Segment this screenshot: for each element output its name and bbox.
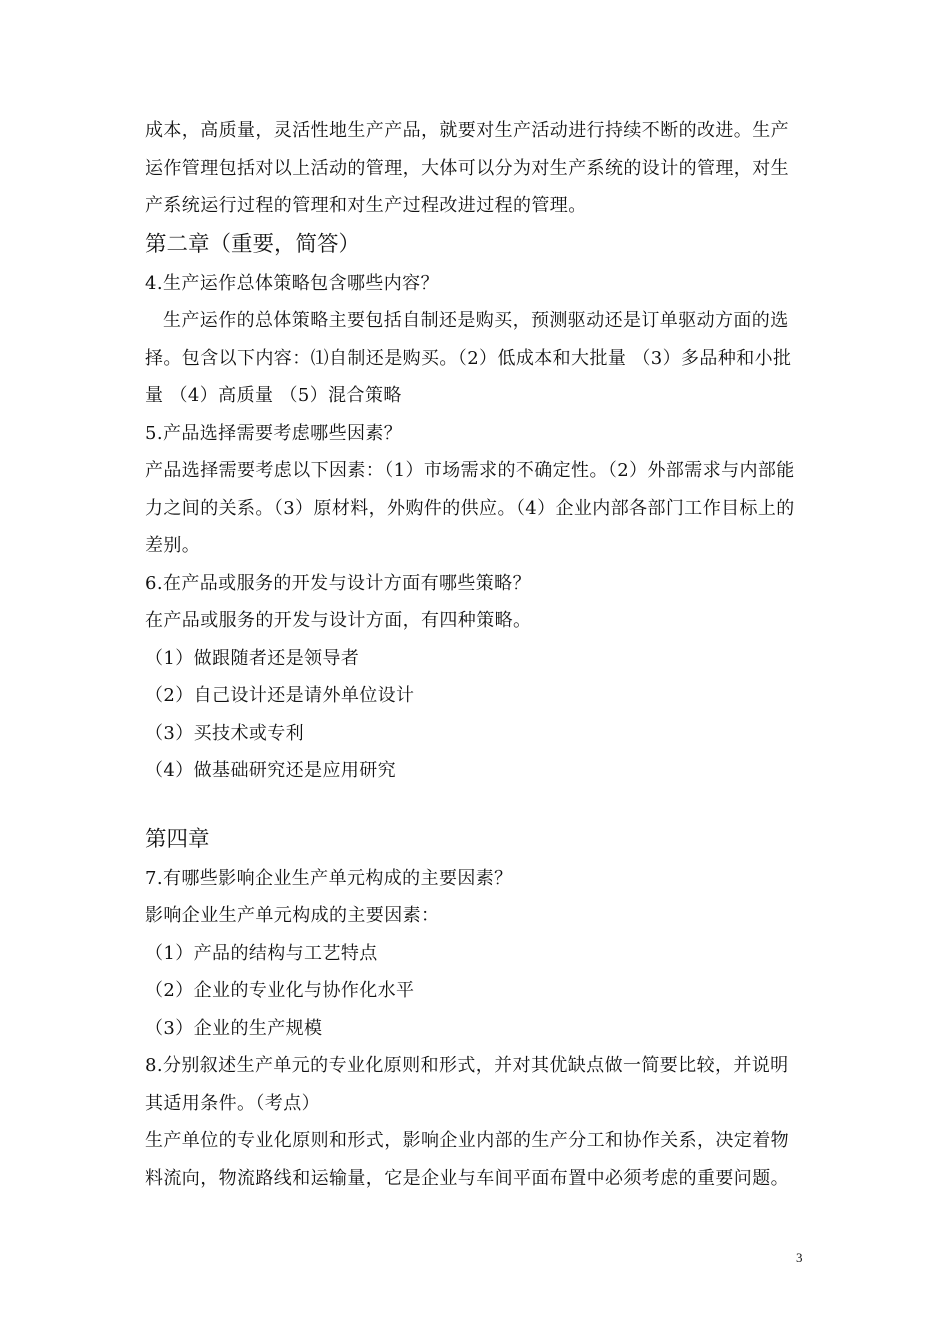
question-6: 6.在产品或服务的开发与设计方面有哪些策略？	[145, 572, 531, 594]
question-5-answer-line-2: 力之间的关系。（3）原材料，外购件的供应。（4）企业内部各部门工作目标上的	[145, 497, 795, 519]
question-7-item-3: （3）企业的生产规模	[145, 1017, 323, 1039]
question-8-line-2: 其适用条件。（考点）	[145, 1092, 320, 1114]
question-7-item-2: （2）企业的专业化与协作化水平	[145, 980, 415, 1001]
question-8-line-1: 8.分别叙述生产单元的专业化原则和形式，并对其优缺点做一简要比较，并说明	[145, 1055, 789, 1076]
page-number: 3	[796, 1250, 803, 1265]
question-5-answer-line-3: 差别。	[145, 535, 201, 556]
question-6-item-3: （3）买技术或专利	[145, 722, 305, 744]
question-6-item-4: （4）做基础研究还是应用研究	[145, 760, 397, 781]
question-5-answer-line-1: 产品选择需要考虑以下因素：（1）市场需求的不确定性。（2）外部需求与内部能	[145, 460, 795, 481]
question-4-answer-line-1: 生产运作的总体策略主要包括自制还是购买，预测驱动还是订单驱动方面的选	[163, 310, 789, 331]
question-4-answer-line-3: 量 （4）高质量 （5）混合策略	[145, 385, 402, 406]
document-page	[145, 112, 810, 1197]
question-6-item-1: （1）做跟随者还是领导者	[145, 647, 360, 669]
section-spacer	[145, 790, 810, 820]
question-5: 5.产品选择需要考虑哪些因素？	[145, 422, 403, 444]
question-6-item-2: （2）自己设计还是请外单位设计	[145, 685, 415, 706]
intro-line-2: 运作管理包括对以上活动的管理，大体可以分为对生产系统的设计的管理，对生	[145, 157, 789, 179]
question-6-intro: 在产品或服务的开发与设计方面，有四种策略。	[145, 610, 532, 631]
intro-line-3: 产系统运行过程的管理和对生产过程改进过程的管理。	[145, 195, 587, 216]
question-4: 4.生产运作总体策略包含哪些内容？	[145, 272, 439, 294]
question-7-intro: 影响企业生产单元构成的主要因素：	[145, 905, 440, 926]
chapter-2-heading: 第二章（重要，简答）	[145, 231, 361, 257]
intro-line-1: 成本，高质量，灵活性地生产产品，就要对生产活动进行持续不断的改进。生产	[145, 120, 789, 141]
question-7: 7.有哪些影响企业生产单元构成的主要因素？	[145, 867, 513, 889]
question-7-item-1: （1）产品的结构与工艺特点	[145, 942, 378, 964]
question-8-answer-line-1: 生产单位的专业化原则和形式，影响企业内部的生产分工和协作关系，决定着物	[145, 1130, 789, 1151]
chapter-4-heading: 第四章	[145, 826, 210, 852]
question-4-answer-line-2: 择。包含以下内容：⑴自制还是购买。（2）低成本和大批量 （3）多品种和小批	[145, 347, 792, 369]
question-8-answer-line-2: 料流向，物流路线和运输量，它是企业与车间平面布置中必须考虑的重要问题。	[145, 1167, 789, 1189]
